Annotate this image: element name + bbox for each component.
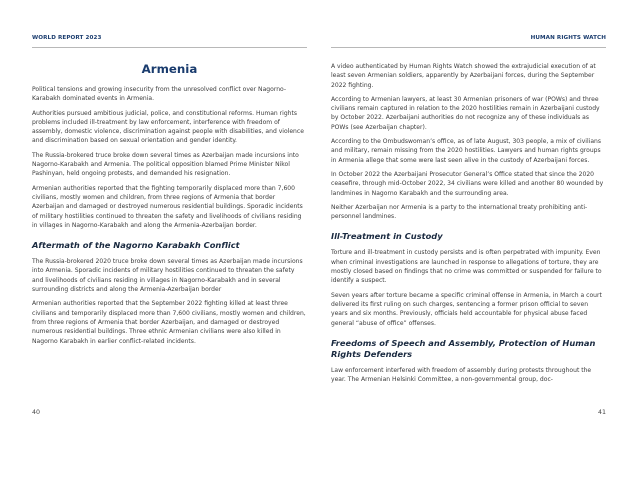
running-header-right: HUMAN RIGHTS WATCH: [530, 35, 606, 41]
paragraph: Armenian authorities reported that the September 2022 fighting killed at least three civilians and temporarily displaced more than 7,600 civilians, mostly women and children, from three regions of Armenia that border Azerbaijan, and damaged or destroyed numerous residential buildings. Three ethnic Armenian civilians were also killed in Nagorno Karabakh in earlier conflict-related incidents.: [32, 300, 306, 345]
paragraph: According to the Ombudswoman’s office, as of late August, 303 people, a mix of civilians and military, remain missing from the 2020 hostilities. Lawyers and human rights groups in Armenia allege that some were last seen alive in the custody of Azerbaijani forces.: [331, 138, 602, 164]
page-title: Armenia: [141, 62, 198, 76]
paragraph: The Russia-brokered 2020 truce broke down several times as Azerbaijan made incursions into Armenia. Sporadic incidents of military hostilities continued to threaten the safety and livelihoods of civilians residing in villages in Nagorno-Karabakh and in several surrounding districts and along the Armenia-Azerbaijan border: [32, 258, 303, 294]
section-heading: Freedoms of Speech and Assembly, Protection of Human Rights Defenders: [331, 337, 596, 359]
section-heading: Ill-Treatment in Custody: [331, 231, 443, 242]
paragraph: Political tensions and growing insecurity from the unresolved conflict over Nagorno-Karabakh dominated events in Armenia.: [32, 86, 287, 103]
paragraph: According to Armenian lawyers, at least 30 Armenian prisoners of war (POWs) and three civilians remain captured in relation to the 2020 hostilities remain in Azerbaijani custody by October 2022. Azerbaijani authorities do not recognize any of these individuals as POWs (see Azerbaijan chapter).: [331, 95, 600, 131]
right-page-column: [331, 62, 606, 389]
paragraph: Authorities pursued ambitious judicial, police, and constitutional reforms. Human rights problems included ill-treatment by law enforcement, interference with freedom of assembly, domestic violence, discrimination against people with disabilities, and violence and discrimination based on sexual orientation and gender identity.: [32, 109, 304, 145]
paragraph: Seven years after torture became a specific criminal offense in Armenia, in March a court delivered its first ruling on such charges, sentencing a former prison official to seven years and six months. Previously, officials held accountable for physical abuse faced general “abuse of office” offenses.: [331, 291, 602, 327]
paragraph: The Russia-brokered truce broke down several times as Azerbaijan made incursions into Nagorno-Karabakh and Armenia. The political opposition blamed Prime Minister Nikol Pashinyan, held ongoing protests, and demanded his resignation.: [32, 151, 299, 178]
running-header-left: WORLD REPORT 2023: [32, 35, 102, 41]
paragraph: A video authenticated by Human Rights Watch showed the extrajudicial execution of at least seven Armenian soldiers, apparently by Azerbaijani forces, during the September 2022 fighting.: [331, 63, 596, 89]
paragraph: In October 2022 the Azerbaijani Prosecutor General’s Office stated that since the 2020 ceasefire, through mid-October 2022, 34 civilians were killed and another 80 wounded by landmines in Nagorno Karabakh and the surrounding area.: [331, 170, 604, 197]
left-page-column: [32, 62, 307, 351]
page-number-right: 41: [597, 409, 606, 416]
section-heading: Aftermath of the Nagorno Karabakh Conflict: [32, 240, 240, 251]
paragraph: Armenian authorities reported that the fighting temporarily displaced more than 7,600 civilians, mostly women and children, from three regions of Armenia that border Azerbaijan and damaged or destroyed numerous residential buildings. Sporadic incidents of military hostilities continued to threaten the safety and livelihoods of civilians residing in villages in Nagorno-Karabakh and along the Armenia-Azerbaijan border.: [32, 184, 303, 229]
paragraph: Torture and ill-treatment in custody persists and is often perpetrated with impunity. Even when criminal investigations are launched in response to allegations of torture, they are mostly closed based on findings that no crime was committed or suspended for failure to identify a suspect.: [331, 249, 602, 285]
header-divider-right: [331, 47, 606, 48]
paragraph: Law enforcement interfered with freedom of assembly during protests throughout the year. The Armenian Helsinki Committee, a non-governmental group, doc-: [331, 366, 592, 384]
header-divider-left: [32, 47, 307, 48]
paragraph: Neither Azerbaijan nor Armenia is a party to the international treaty prohibiting anti-personnel landmines.: [331, 203, 588, 221]
page-number-left: 40: [32, 409, 41, 416]
